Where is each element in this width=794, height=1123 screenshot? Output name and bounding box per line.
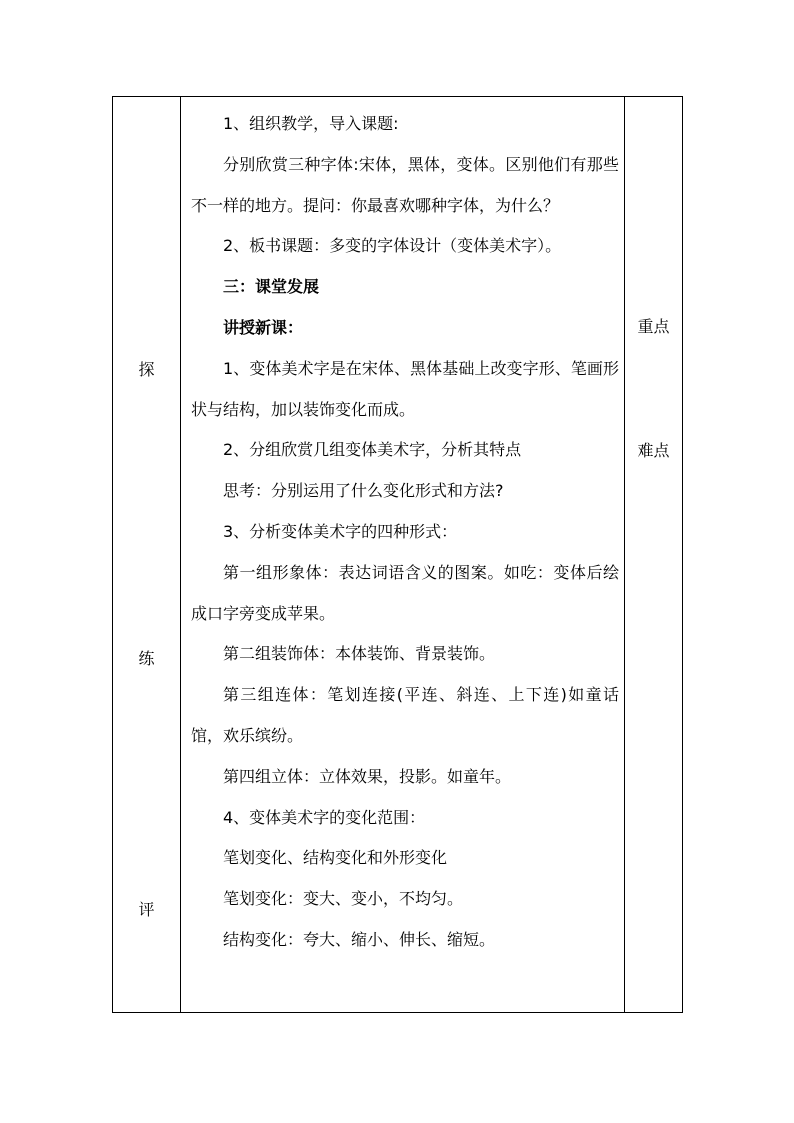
- side-label-column: [113, 97, 181, 1013]
- side-label-ping: 评: [138, 900, 155, 919]
- lesson-content-cell: [181, 97, 625, 1013]
- paragraph: 2、分组欣赏几组变体美术字，分析其特点: [223, 440, 522, 460]
- lesson-content: [181, 97, 624, 961]
- note-key-point: 重点: [637, 317, 670, 336]
- paragraph: 第一组形象体：表达词语含义的图案。如吃：变体后绘成口字旁变成苹果。: [191, 562, 619, 623]
- paragraph: 笔划变化、结构变化和外形变化: [223, 848, 448, 868]
- side-label-lian: 练: [138, 649, 155, 668]
- side-label-tan: 探: [138, 360, 155, 379]
- paragraph: 第四组立体：立体效果，投影。如童年。: [223, 766, 512, 786]
- paragraph: 第二组装饰体：本体装饰、背景装饰。: [223, 644, 496, 664]
- section-subheading: 讲授新课：: [223, 317, 304, 337]
- paragraph: 2、板书课题：多变的字体设计（变体美术字）。: [223, 236, 562, 256]
- section-heading: 三：课堂发展: [223, 277, 320, 297]
- lesson-plan-table: [112, 96, 683, 1013]
- paragraph: 笔划变化：变大、变小，不均匀。: [223, 889, 464, 909]
- paragraph: 分别欣赏三种字体:宋体，黑体，变体。区别他们有那些不一样的地方。提问：你最喜欢哪种字体，为什么？: [191, 154, 619, 215]
- table-row: [113, 97, 683, 1013]
- paragraph: 结构变化：夸大、缩小、伸长、缩短。: [223, 929, 496, 949]
- paragraph: 1、变体美术字是在宋体、黑体基础上改变字形、笔画形状与结构，加以装饰变化而成。: [191, 358, 619, 419]
- paragraph: 1、组织教学，导入课题:: [223, 114, 399, 133]
- notes-column: [625, 97, 683, 1013]
- paragraph: 第三组连体：笔划连接(平连、斜连、上下连)如童话馆，欢乐缤纷。: [191, 685, 619, 745]
- paragraph: 3、分析变体美术字的四种形式：: [223, 521, 458, 541]
- paragraph: 4、变体美术字的变化范围：: [223, 807, 426, 827]
- paragraph: 思考：分别运用了什么变化形式和方法?: [223, 481, 504, 501]
- note-difficult-point: 难点: [637, 441, 670, 460]
